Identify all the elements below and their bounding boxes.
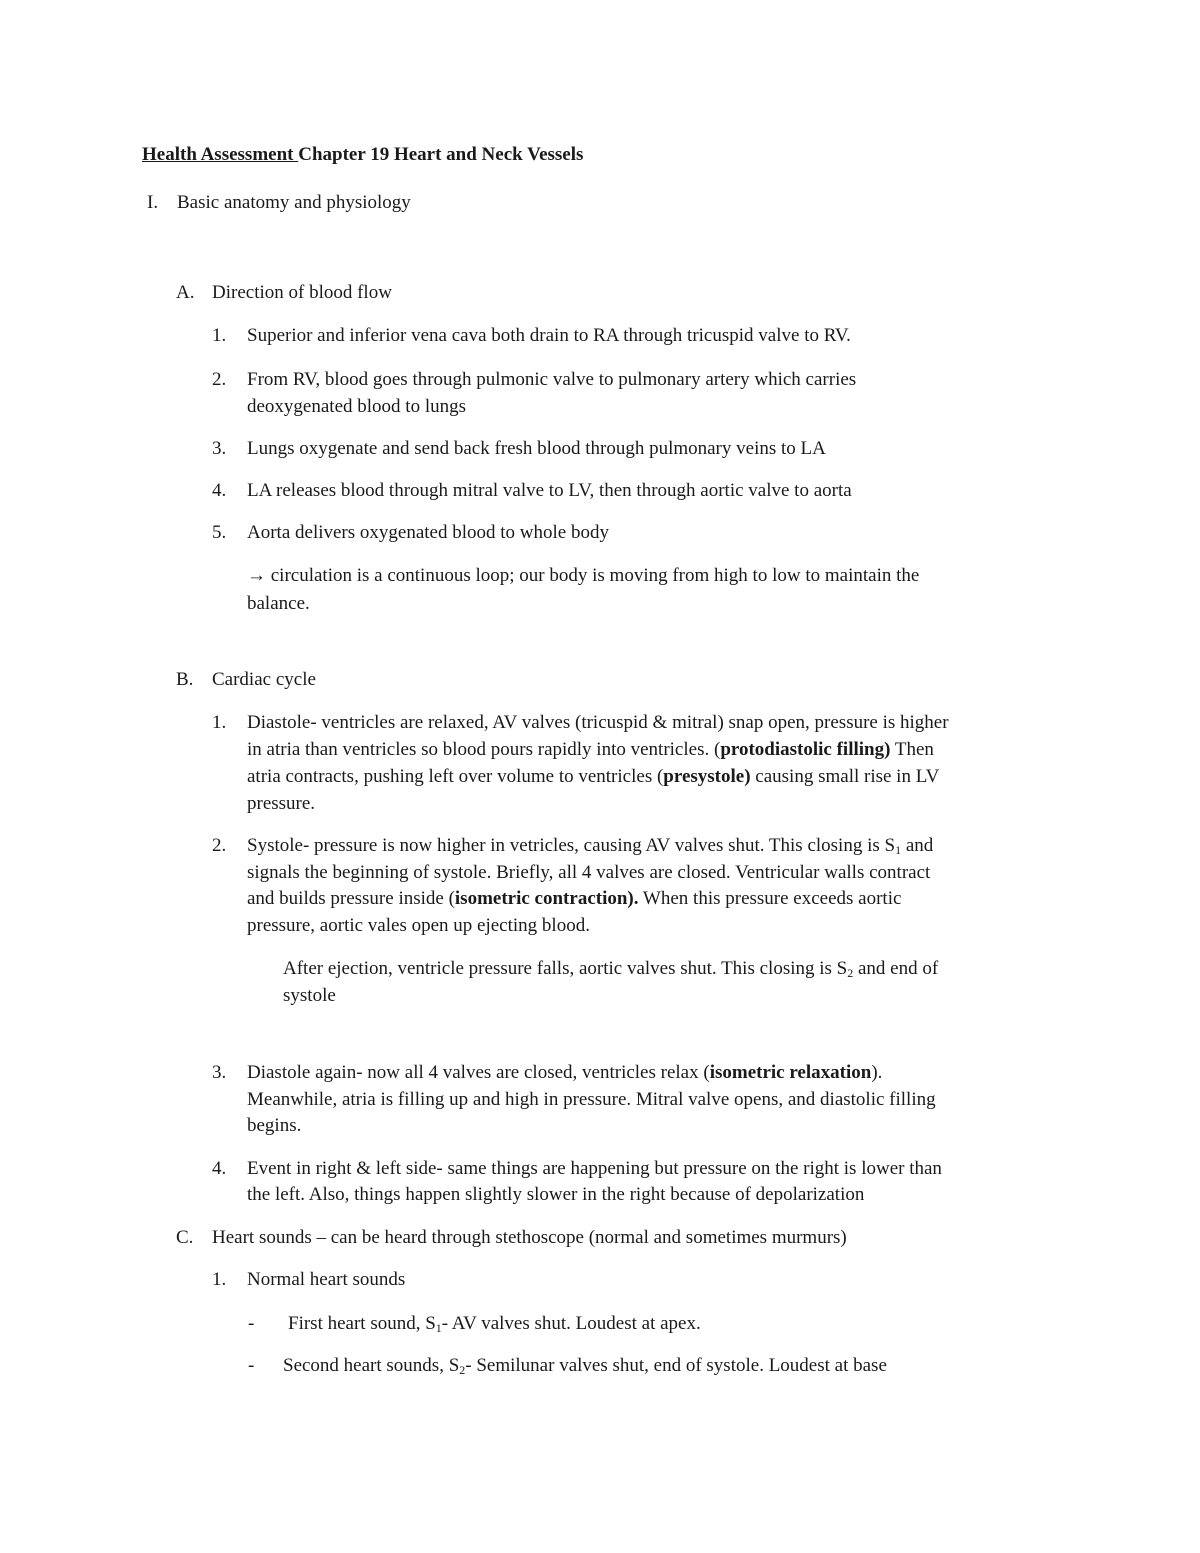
systole-line-4: pressure, aortic vales open up ejecting blood. <box>247 915 590 936</box>
section-c-heading: Heart sounds – can be heard through stethoscope (normal and sometimes murmurs) <box>212 1227 847 1248</box>
section-a-marker: A. <box>176 282 195 303</box>
list-item: Aorta delivers oxygenated blood to whole body <box>247 522 609 543</box>
text-run: When this pressure exceeds aortic <box>638 888 902 909</box>
section-c-marker: C. <box>176 1227 194 1248</box>
text-run: Second heart sounds, S <box>283 1355 460 1376</box>
text-run: - Semilunar valves shut, end of systole. Loudest at base <box>465 1355 887 1376</box>
list-item-continued: deoxygenated blood to lungs <box>247 396 466 417</box>
circulation-note-continued: balance. <box>247 593 310 614</box>
circulation-note: → circulation is a continuous loop; our body is moving from high to low to maintain the <box>247 565 920 586</box>
text-run: After ejection, ventricle pressure falls, aortic valves shut. This closing is S <box>283 958 848 979</box>
subscript: 2 <box>459 1363 466 1377</box>
section-b-heading: Cardiac cycle <box>212 669 316 690</box>
text-run: in atria than ventricles so blood pours rapidly into ventricles. ( <box>247 739 721 760</box>
list-marker: 1. <box>212 712 227 733</box>
text-run: Systole- pressure is now higher in vetricles, causing AV valves shut. This closing is S <box>247 835 896 856</box>
list-item: From RV, blood goes through pulmonic valve to pulmonary artery which carries <box>247 369 857 390</box>
text-run: atria contracts, pushing left over volume to ventricles ( <box>247 766 664 787</box>
subscript: 2 <box>847 966 854 980</box>
diastole-line-1: Diastole- ventricles are relaxed, AV valves (tricuspid & mitral) snap open, pressure is higher <box>247 712 949 733</box>
list-item: Normal heart sounds <box>247 1269 406 1290</box>
list-marker: 5. <box>212 522 227 543</box>
second-heart-sound <box>283 1352 887 1379</box>
diastole-line-3 <box>247 763 939 790</box>
list-item: Lungs oxygenate and send back fresh blood through pulmonary veins to LA <box>247 438 826 459</box>
diastole-again-line-2: Meanwhile, atria is filling up and high in pressure. Mitral valve opens, and diastolic filling <box>247 1089 936 1110</box>
term-isometric-relaxation: isometric relaxation <box>709 1062 872 1083</box>
first-heart-sound <box>288 1310 701 1337</box>
diastole-again-line-1 <box>247 1059 882 1086</box>
after-ejection-line-2: systole <box>283 985 336 1006</box>
list-marker: 3. <box>212 438 227 459</box>
list-item: LA releases blood through mitral valve to LV, then through aortic valve to aorta <box>247 480 852 501</box>
text-run: and end of <box>853 958 939 979</box>
text-run: and <box>901 835 934 856</box>
term-presystole: presystole) <box>663 766 751 787</box>
section-a-heading: Direction of blood flow <box>212 282 392 303</box>
diastole-again-line-3: begins. <box>247 1115 302 1136</box>
text-run: Then <box>890 739 934 760</box>
text-run: Diastole again- now all 4 valves are closed, ventricles relax ( <box>247 1062 710 1083</box>
section-i-heading: Basic anatomy and physiology <box>177 192 411 213</box>
list-item: Superior and inferior vena cava both drain to RA through tricuspid valve to RV. <box>247 325 851 346</box>
term-isometric-contraction: isometric contraction). <box>454 888 639 909</box>
list-marker: 2. <box>212 369 227 390</box>
list-marker: 2. <box>212 835 227 856</box>
list-marker: 4. <box>212 1158 227 1179</box>
text-run: ). <box>871 1062 883 1083</box>
list-marker: 3. <box>212 1062 227 1083</box>
list-marker: 1. <box>212 1269 227 1290</box>
diastole-line-4: pressure. <box>247 793 316 814</box>
title-underlined: Health Assessment <box>142 144 299 165</box>
text-run: causing small rise in LV <box>750 766 940 787</box>
text-run: - AV valves shut. Loudest at apex. <box>441 1313 701 1334</box>
systole-line-3 <box>247 885 901 912</box>
systole-line-1 <box>247 832 933 859</box>
list-marker: 1. <box>212 325 227 346</box>
document-title <box>142 141 583 168</box>
term-protodiastolic-filling: protodiastolic filling) <box>720 739 891 760</box>
systole-line-2: signals the beginning of systole. Briefly, all 4 valves are closed. Ventricular walls contract <box>247 862 931 883</box>
event-line-1: Event in right & left side- same things are happening but pressure on the right is lower than <box>247 1158 942 1179</box>
list-marker: 4. <box>212 480 227 501</box>
subscript: 1 <box>435 1321 442 1335</box>
text-run: and builds pressure inside ( <box>247 888 455 909</box>
bullet-marker: - <box>248 1355 255 1376</box>
text-run: First heart sound, S <box>288 1313 436 1334</box>
after-ejection-line-1 <box>283 955 938 982</box>
event-line-2: the left. Also, things happen slightly slower in the right because of depolarization <box>247 1184 865 1205</box>
title-rest: Chapter 19 Heart and Neck Vessels <box>298 144 584 165</box>
diastole-line-2 <box>247 736 934 763</box>
section-i-marker: I. <box>147 192 159 213</box>
bullet-marker: - <box>248 1313 255 1334</box>
subscript: 1 <box>895 843 902 857</box>
section-b-marker: B. <box>176 669 194 690</box>
